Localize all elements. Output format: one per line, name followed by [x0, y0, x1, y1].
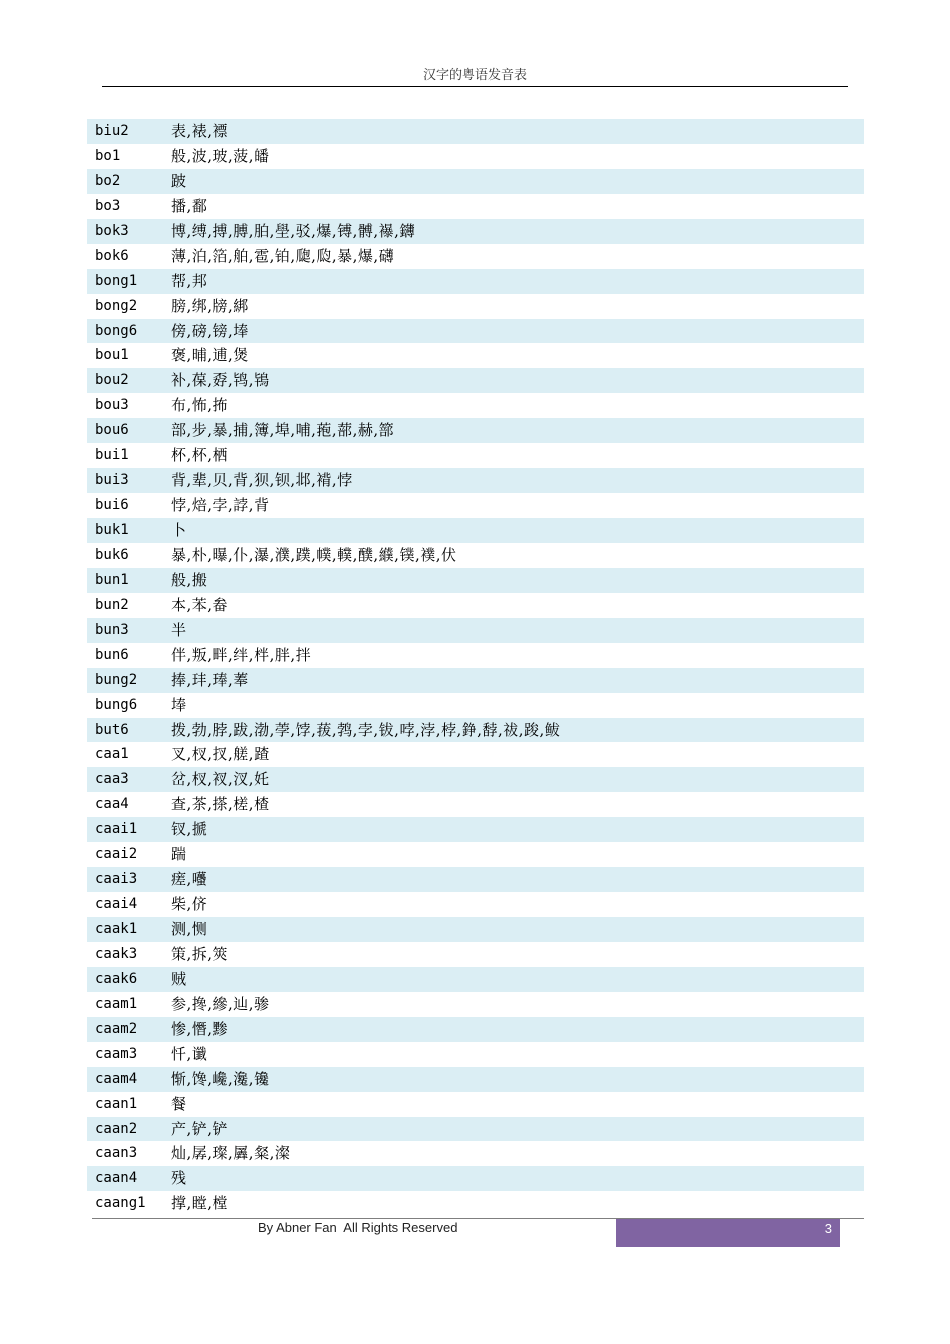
characters-cell: 瘥,囆: [171, 870, 208, 889]
romanization-cell: caak1: [95, 921, 138, 937]
characters-cell: 贼: [171, 969, 187, 988]
romanization-cell: bou6: [95, 422, 129, 439]
romanization-cell: bo2: [95, 172, 121, 189]
characters-cell: 策,拆,筴: [171, 944, 229, 963]
table-row: [87, 144, 864, 169]
table-row: [87, 1191, 864, 1216]
romanization-cell: bong1: [95, 272, 138, 289]
romanization-cell: caai4: [95, 896, 138, 913]
romanization-cell: bun3: [95, 621, 129, 638]
romanization-cell: bok3: [95, 222, 129, 239]
characters-cell: 般,搬: [171, 570, 208, 589]
characters-cell: 悖,焙,孛,誖,背: [171, 496, 270, 515]
table-row: [87, 917, 864, 942]
table-row: [87, 518, 864, 543]
characters-cell: 惭,馋,巉,瀺,镵: [171, 1069, 270, 1088]
characters-cell: 播,鄱: [171, 196, 208, 215]
romanization-cell: caam3: [95, 1045, 138, 1062]
romanization-cell: caai2: [95, 846, 138, 863]
characters-cell: 测,恻: [171, 920, 208, 938]
table-row: [87, 942, 864, 967]
romanization-cell: bung2: [95, 671, 138, 688]
romanization-cell: bui6: [95, 497, 129, 514]
romanization-cell: caan4: [95, 1170, 138, 1187]
table-row: [87, 1166, 864, 1191]
romanization-cell: bui1: [95, 447, 129, 464]
table-row: [87, 219, 864, 244]
characters-cell: 跛: [171, 171, 187, 190]
romanization-cell: caak6: [95, 970, 138, 987]
table-row: [87, 992, 864, 1017]
characters-cell: 般,波,玻,菠,皤: [171, 146, 270, 165]
table-row: [87, 1017, 864, 1042]
characters-cell: 灿,孱,璨,羼,粲,澯: [171, 1144, 291, 1163]
table-row: [87, 269, 864, 294]
characters-cell: 忏,谶: [171, 1044, 208, 1063]
characters-cell: 杯,杯,栖: [171, 446, 229, 465]
characters-cell: 本,苯,畚: [171, 595, 229, 614]
characters-cell: 暴,朴,曝,仆,瀑,濮,蹼,幞,轐,醭,纀,镤,襆,伏: [171, 545, 457, 564]
table-row: [87, 443, 864, 468]
table-row: [87, 842, 864, 867]
romanization-cell: bong2: [95, 297, 138, 314]
characters-cell: 卜: [171, 521, 187, 539]
table-row: [87, 718, 864, 743]
romanization-cell: bou1: [95, 347, 129, 364]
table-row: [87, 693, 864, 718]
romanization-cell: caang1: [95, 1195, 146, 1212]
table-row: [87, 468, 864, 493]
characters-cell: 惨,憯,黪: [171, 1019, 229, 1038]
characters-cell: 半: [171, 620, 187, 639]
romanization-cell: caa1: [95, 746, 129, 763]
table-row: [87, 368, 864, 393]
romanization-cell: buk6: [95, 546, 129, 563]
characters-cell: 产,铲,铲: [171, 1119, 229, 1138]
romanization-cell: bung6: [95, 696, 138, 713]
characters-cell: 撑,瞠,樘: [171, 1194, 229, 1213]
footer-copyright: By Abner Fan All Rights Reserved: [258, 1220, 458, 1235]
romanization-cell: bun2: [95, 596, 129, 613]
characters-cell: 钗,搋: [171, 820, 208, 839]
characters-cell: 踹: [171, 845, 187, 864]
characters-cell: 傍,磅,镑,埲: [171, 321, 249, 340]
romanization-cell: caam2: [95, 1020, 138, 1037]
romanization-cell: caak3: [95, 945, 138, 962]
characters-cell: 岔,杈,衩,汊,奼: [171, 770, 270, 789]
romanization-cell: caam1: [95, 995, 138, 1012]
table-row: [87, 194, 864, 219]
characters-cell: 残: [171, 1169, 187, 1188]
table-row: [87, 319, 864, 344]
table-row: [87, 393, 864, 418]
table-row: [87, 618, 864, 643]
romanization-cell: bo1: [95, 147, 121, 164]
romanization-cell: bo3: [95, 197, 121, 214]
table-row: [87, 668, 864, 693]
table-row: [87, 742, 864, 767]
characters-cell: 补,葆,孬,鸨,鴇: [171, 371, 270, 390]
characters-cell: 柴,侪: [171, 895, 208, 914]
characters-cell: 餐: [171, 1094, 187, 1113]
characters-cell: 帮,邦: [171, 271, 208, 290]
table-row: [87, 867, 864, 892]
romanization-cell: bun6: [95, 646, 129, 663]
table-row: [87, 1092, 864, 1117]
romanization-cell: caa3: [95, 771, 129, 788]
table-row: [87, 892, 864, 917]
table-row: [87, 493, 864, 518]
characters-cell: 参,搀,縿,辿,骖: [171, 994, 270, 1013]
page-number-box: [616, 1219, 840, 1247]
romanization-cell: bong6: [95, 322, 138, 339]
characters-cell: 薄,泊,箔,舶,雹,铂,瓟,瓝,暴,爆,礴: [171, 246, 395, 265]
romanization-cell: caa4: [95, 796, 129, 813]
romanization-cell: caai3: [95, 871, 138, 888]
table-row: [87, 244, 864, 269]
characters-cell: 博,缚,搏,膊,胉,壆,驳,爆,镈,髆,襮,鑮: [171, 221, 415, 240]
table-row: [87, 792, 864, 817]
table-row: [87, 1141, 864, 1166]
romanization-cell: caan1: [95, 1095, 138, 1112]
table-row: [87, 119, 864, 144]
table-row: [87, 593, 864, 618]
table-row: [87, 1117, 864, 1142]
romanization-cell: bui3: [95, 472, 129, 489]
characters-cell: 埲: [171, 695, 187, 714]
table-row: [87, 568, 864, 593]
table-row: [87, 294, 864, 319]
table-row: [87, 643, 864, 668]
characters-cell: 膀,绑,牓,綁: [171, 296, 249, 315]
romanization-cell: caan3: [95, 1145, 138, 1162]
characters-cell: 拨,勃,脖,跋,渤,荸,饽,菝,鹁,孛,钹,哱,浡,桲,錚,馞,祓,踆,鲅: [171, 720, 561, 739]
page-number: 3: [824, 1221, 832, 1236]
romanization-cell: bun1: [95, 571, 129, 588]
romanization-cell: caam4: [95, 1070, 138, 1087]
table-row: [87, 967, 864, 992]
table-row: [87, 169, 864, 194]
characters-cell: 表,裱,褾: [171, 122, 229, 140]
characters-cell: 伴,叛,畔,绊,柈,胖,拌: [171, 645, 312, 664]
romanization-cell: bou3: [95, 397, 129, 414]
table-row: [87, 817, 864, 842]
romanization-cell: bou2: [95, 372, 129, 389]
pronunciation-table: [87, 119, 864, 1216]
characters-cell: 背,辈,贝,背,狈,钡,邶,褙,悖: [171, 471, 353, 490]
characters-cell: 部,步,暴,捕,簿,埠,哺,菢,蔀,赫,篰: [171, 421, 395, 440]
table-row: [87, 418, 864, 443]
characters-cell: 捧,玤,琫,菶: [171, 670, 249, 689]
table-row: [87, 543, 864, 568]
characters-cell: 查,茶,搽,槎,楂: [171, 795, 270, 814]
table-row: [87, 1042, 864, 1067]
romanization-cell: but6: [95, 721, 129, 738]
romanization-cell: buk1: [95, 522, 129, 538]
romanization-cell: caai1: [95, 821, 138, 838]
page-header: [102, 66, 848, 87]
romanization-cell: bok6: [95, 247, 129, 264]
characters-cell: 布,怖,抪: [171, 396, 229, 415]
characters-cell: 褒,晡,逋,煲: [171, 346, 249, 365]
romanization-cell: caan2: [95, 1120, 138, 1137]
romanization-cell: biu2: [95, 123, 129, 139]
table-row: [87, 767, 864, 792]
table-row: [87, 1067, 864, 1092]
table-row: [87, 343, 864, 368]
characters-cell: 叉,杈,扠,艖,蹅: [171, 745, 270, 764]
header-title: 汉字的粤语发音表: [422, 68, 527, 83]
